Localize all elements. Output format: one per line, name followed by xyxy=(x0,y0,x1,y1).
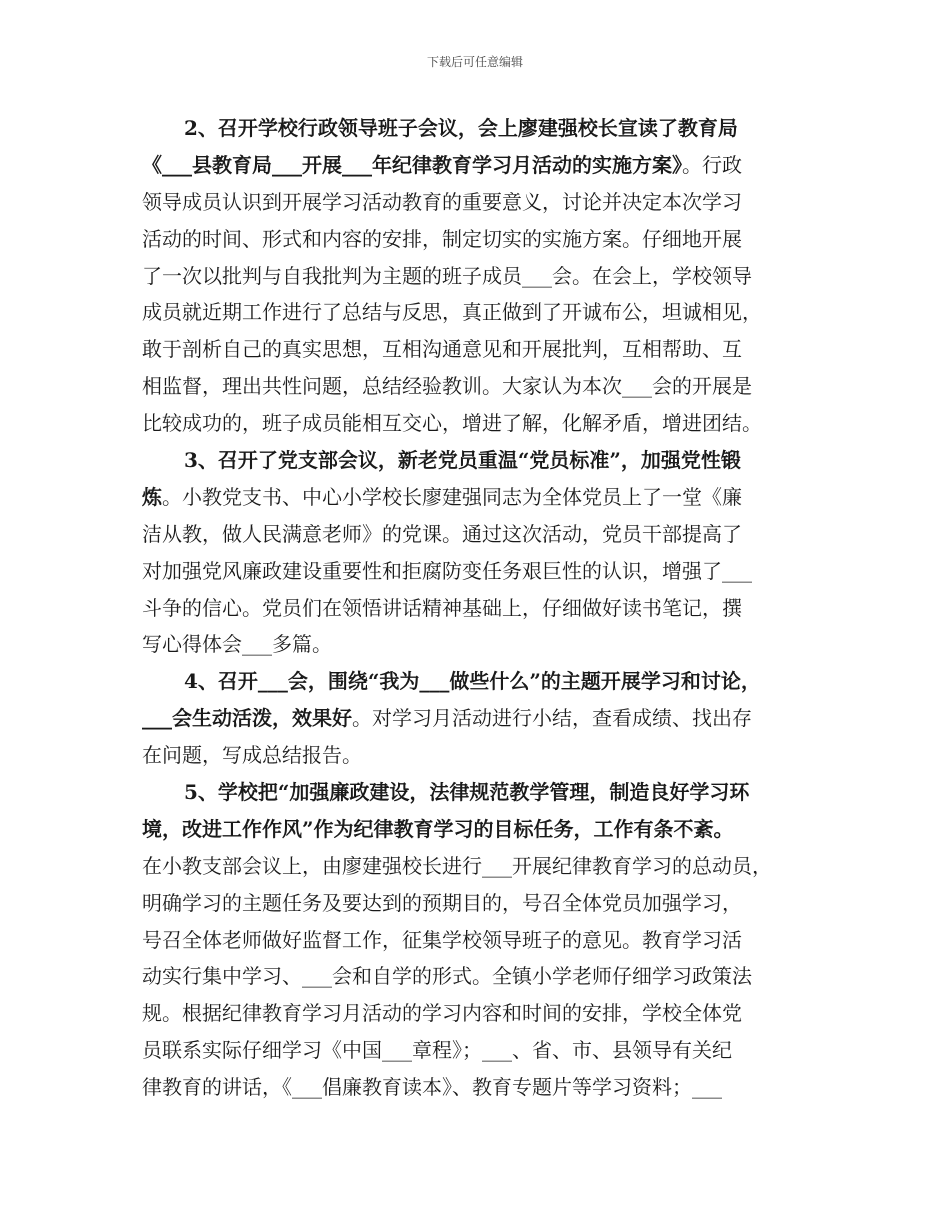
text-line xyxy=(142,553,825,590)
body-text: 号召全体老师做好监督工作，征集学校领导班子的意见。教育学习活 xyxy=(142,927,742,952)
body-text: 敢于剖析自己的真实思想，互相沟通意见和开展批判，互相帮助、互 xyxy=(142,337,742,362)
body-text: 规。根据纪律教育学习月活动的学习内容和时间的安排，学校全体党 xyxy=(142,1001,742,1026)
text-line xyxy=(142,995,825,1032)
text-line xyxy=(142,590,825,627)
text-line xyxy=(142,1032,825,1069)
body-text: 。小教党支书、中心小学校长廖建强同志为全体党员上了一堂《廉 xyxy=(162,484,742,509)
body-text: 了一次以批判与自我批判为主题的班子成员___会。在会上，学校领导 xyxy=(142,263,752,288)
body-text: 成员就近期工作进行了总结与反思，真正做到了开诚布公，坦诚相见， xyxy=(142,300,762,325)
body-text: 律教育的讲话，《___倡廉教育读本》、教育专题片等学习资料；___ xyxy=(142,1075,722,1100)
bold-text: 《___县教育局___开展___年纪律教育学习月活动的实施方案》 xyxy=(142,152,682,177)
text-line xyxy=(142,700,825,737)
text-line xyxy=(142,626,825,663)
body-text: 在小教支部会议上，由廖建强校长进行___开展纪律教育学习的总动员， xyxy=(142,853,772,878)
body-text: 。对学习月活动进行小结，查看成绩、找出存 xyxy=(352,706,752,731)
body-text: 活动的时间、形式和内容的安排，制定切实的实施方案。仔细地开展 xyxy=(142,226,742,251)
body-text: 领导成员认识到开展学习活动教育的重要意义，讨论并决定本次学习 xyxy=(142,189,742,214)
text-line xyxy=(142,221,825,258)
bold-text: 4、召开___会，围绕“我为___做些什么”的主题开展学习和讨论， xyxy=(184,669,761,694)
text-line xyxy=(142,885,825,922)
text-line xyxy=(142,516,825,553)
text-line xyxy=(142,405,825,442)
bold-text: 2、召开学校行政领导班子会议，会上廖建强校长宣读了教育局 xyxy=(184,116,738,140)
text-line xyxy=(142,368,825,405)
text-line xyxy=(142,958,825,995)
text-line xyxy=(142,737,825,774)
text-line xyxy=(142,147,825,184)
bold-text: 3、召开了党支部会议，新老党员重温“党员标准”，加强党性锻 xyxy=(184,448,741,473)
text-line xyxy=(142,331,825,368)
bold-text: 境，改进工作作风”作为纪律教育学习的目标任务，工作有条不紊。 xyxy=(142,816,734,841)
text-line xyxy=(142,479,825,516)
text-line xyxy=(142,294,825,331)
text-line xyxy=(142,663,825,700)
text-line xyxy=(142,442,825,479)
text-line xyxy=(142,184,825,221)
body-text: 写心得体会___多篇。 xyxy=(142,632,332,657)
body-text: 洁从教，做人民满意老师》的党课。通过这次活动，党员干部提高了 xyxy=(142,521,742,546)
text-line xyxy=(142,774,825,811)
bold-text: 炼 xyxy=(142,484,162,509)
text-line xyxy=(142,848,825,885)
text-line xyxy=(142,1069,825,1106)
body-text: 明确学习的主题任务及要达到的预期目的，号召全体党员加强学习， xyxy=(142,890,742,915)
text-line xyxy=(142,922,825,959)
body-text: 动实行集中学习、___会和自学的形式。全镇小学老师仔细学习政策法 xyxy=(142,964,752,989)
page-header: 下载后可任意编辑 xyxy=(426,55,523,69)
bold-text: ___会生动活泼，效果好 xyxy=(142,706,352,731)
document-body xyxy=(142,110,825,1106)
text-line xyxy=(142,110,825,147)
body-text: 员联系实际仔细学习《中国___章程》；___、省、市、县领导有关纪 xyxy=(142,1038,732,1063)
body-text: 。行政 xyxy=(682,152,742,177)
body-text: 比较成功的，班子成员能相互交心，增进了解，化解矛盾，增进团结。 xyxy=(142,411,762,436)
text-line xyxy=(142,258,825,295)
bold-text: 5、学校把“加强廉政建设，法律规范教学管理，制造良好学习环 xyxy=(184,780,750,805)
body-text: 在问题，写成总结报告。 xyxy=(142,743,362,768)
text-line xyxy=(142,811,825,848)
body-text: 相监督，理出共性问题，总结经验教训。大家认为本次___会的开展是 xyxy=(142,374,752,399)
body-text: 斗争的信心。党员们在领悟讲话精神基础上，仔细做好读书笔记，撰 xyxy=(142,595,742,620)
body-text: 对加强党风廉政建设重要性和拒腐防变任务艰巨性的认识，增强了___ xyxy=(142,558,752,583)
